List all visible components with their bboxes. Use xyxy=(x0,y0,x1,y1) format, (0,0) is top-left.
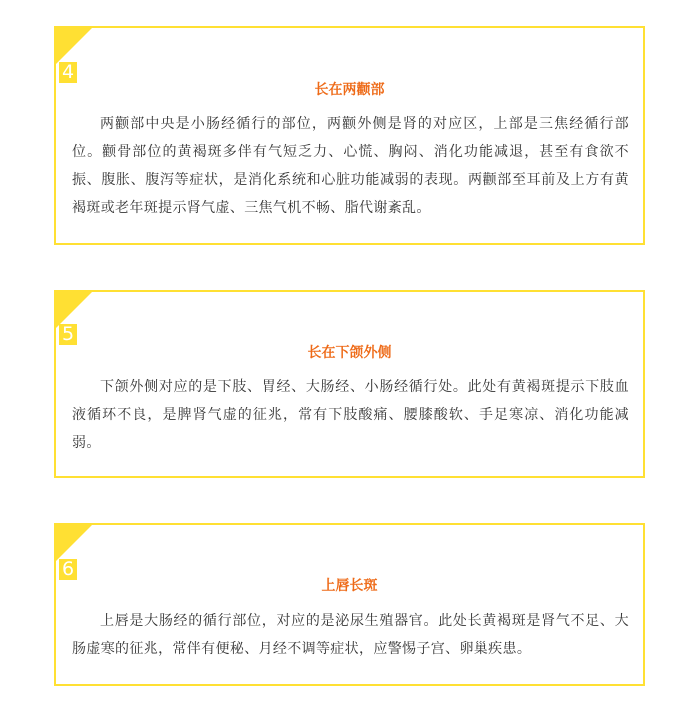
section-body: 两颧部中央是小肠经循行的部位，两颧外侧是肾的对应区，上部是三焦经循行部位。颧骨部位的黄褐斑多伴有气短乏力、心慌、胸闷、消化功能减退，甚至有食欲不振、腹胀、腹泻等症状，是消化系统和心脏功能减弱的表现。两颧部至耳前及上方有黄褐斑或老年斑提示肾气虚、三焦气机不畅、脂代谢紊乱。 xyxy=(72,116,629,216)
section-title: 长在两颧部 xyxy=(314,82,385,98)
section-number: 6 xyxy=(59,559,77,580)
section-card-5 xyxy=(54,290,645,478)
section-title: 上唇长斑 xyxy=(321,578,378,594)
corner-badge xyxy=(54,523,94,563)
section-number: 5 xyxy=(59,324,77,345)
section-card-4 xyxy=(54,26,645,245)
corner-badge xyxy=(54,26,94,66)
section-title: 长在下颌外侧 xyxy=(307,345,392,361)
section-card-6 xyxy=(54,523,645,686)
section-body: 下颌外侧对应的是下肢、胃经、大肠经、小肠经循行处。此处有黄褐斑提示下肢血液循环不良，是脾肾气虚的征兆，常有下肢酸痛、腰膝酸软、手足寒凉、消化功能减弱。 xyxy=(72,379,629,451)
section-body: 上唇是大肠经的循行部位，对应的是泌尿生殖器官。此处长黄褐斑是肾气不足、大肠虚寒的征兆，常伴有便秘、月经不调等症状，应警惕子宫、卵巢疾患。 xyxy=(72,613,629,657)
section-number: 4 xyxy=(59,62,77,83)
